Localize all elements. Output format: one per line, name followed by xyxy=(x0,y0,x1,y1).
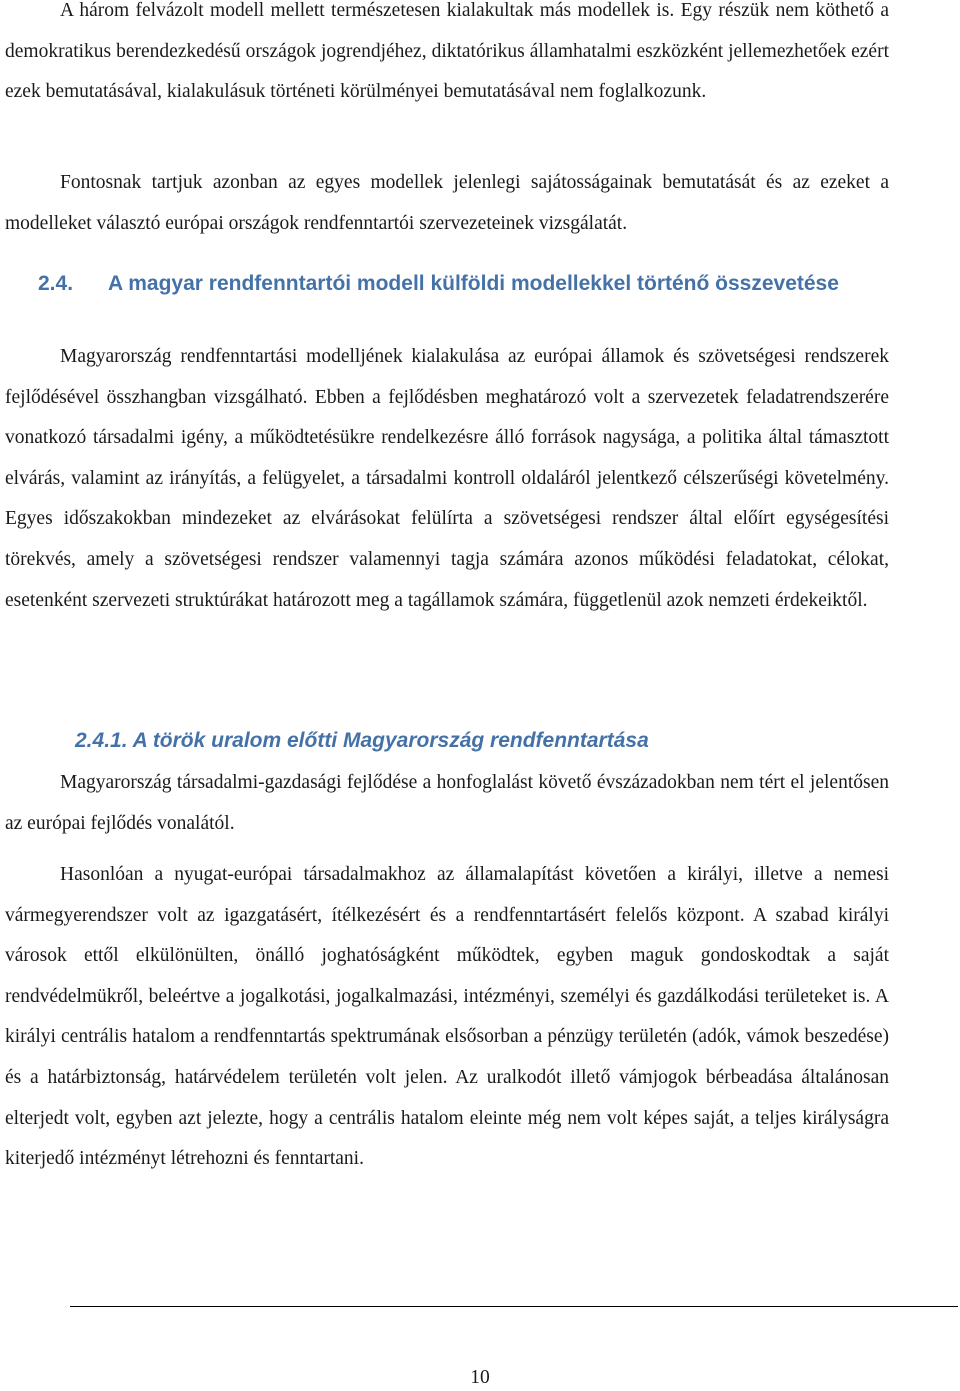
section-title: A magyar rendfenntartói modell külföldi modellekkel történő összevetése xyxy=(108,272,839,295)
paragraph-royal-power: Hasonlóan a nyugat-európai társadalmakhoz az államalapítást követően a királyi, illetve a nemesi vármegyerendszer volt az igazgatásért, ítélkezésért és a rendfenntartásért felelős központ. A szabad királyi városok ettől elkülönülten, önálló joghatóságként működtek, egyben maguk gondoskodtak a saját rendvédelmükről, beleértve a jogalkotási, jogalkalmazási, intézményi, személyi és gazdálkodási területeket is. A királyi centrális hatalom a rendfenntartás spektrumának elsősorban a pénzügy területén (adók, vámok beszedése) és a határbiztonság, határvédelem területén volt jelen. Az uralkodót illető vámjogok bérbeadása általánosan elterjedt volt, egyben azt jelezte, hogy a centrális hatalom eleinte még nem volt képes saját, a teljes királyságra kiterjedő intézményt létrehozni és fenntartani. xyxy=(5,864,889,1170)
paragraph-other-models: A három felvázolt modell mellett természetesen kialakultak más modellek is. Egy részük nem köthető a demokratikus berendezkedésű országok jogrendjéhez, diktatórikus államhatalmi eszközként jellemezhetőek ezért ezek bemutatásával, kialakulásuk történeti körülményei bemutatásával nem foglalkozunk. xyxy=(5,0,889,103)
paragraph-hungarian-model: Magyarország rendfenntartási modelljének kialakulása az európai államok és szövetségesi rendszerek fejlődésével összhangban vizsgálható. Ebben a fejlődésben meghatározó volt a szervezetek feladatrendszerére vonatkozó társadalmi igény, a működtetésükre rendelkezésre álló források nagysága, a politika által támasztott elvárás, valamint az irányítás, a felügyelet, a társadalmi kontroll oldaláról jelentkező célszerűségi követelmény. Egyes időszakokban mindezeket az elvárásokat felülírta a szövetségesi rendszer által előírt egységesítési törekvés, amely a szövetségesi rendszer valamennyi tagja számára azonos működési feladatokat, célokat, esetenként szervezeti struktúrákat határozott meg a tagállamok számára, függetlenül azok nemzeti érdekeiktől. xyxy=(5,346,889,611)
subsection-heading-2-4-1: 2.4.1. A török uralom előtti Magyarország rendfenntartása xyxy=(75,729,649,752)
page-number: 10 xyxy=(470,1367,490,1388)
section-number: 2.4. xyxy=(38,272,74,295)
section-heading-2-4 xyxy=(5,268,889,299)
paragraph-socioeconomic-development: Magyarország társadalmi-gazdasági fejlődése a honfoglalást követő évszázadokban nem tért el jelentősen az európai fejlődés vonalától. xyxy=(5,772,889,834)
paragraph-model-study: Fontosnak tartjuk azonban az egyes modellek jelenlegi sajátosságainak bemutatását és az ezeket a modelleket választó európai országok rendfenntartói szervezeteinek vizsgálatát. xyxy=(5,172,889,234)
footer-divider xyxy=(70,1306,958,1307)
